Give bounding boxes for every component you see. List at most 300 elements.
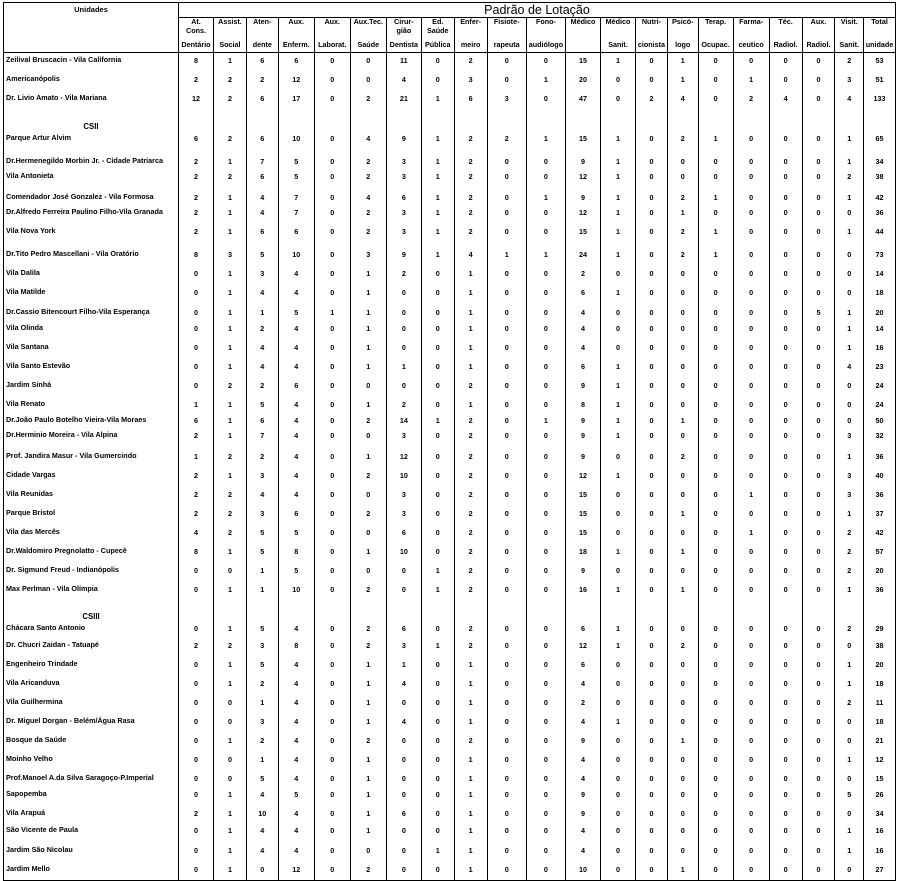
staff-count-cell: 1 <box>601 378 636 397</box>
staff-count-cell: 0 <box>487 506 526 525</box>
staff-count-cell: 0 <box>526 676 565 695</box>
staff-count-cell: 0 <box>667 397 698 413</box>
table-row <box>4 638 896 657</box>
staff-count-cell: 0 <box>314 621 350 638</box>
staff-count-cell: 0 <box>802 506 835 525</box>
staff-count-cell: 0 <box>487 695 526 714</box>
staff-count-cell: 0 <box>667 771 698 787</box>
staff-count-cell: 2 <box>350 621 386 638</box>
staff-count-cell: 15 <box>566 525 601 544</box>
staff-count-cell: 14 <box>386 413 421 428</box>
staff-count-cell: 15 <box>566 487 601 506</box>
staff-count-cell: 9 <box>566 378 601 397</box>
table-row <box>4 582 896 601</box>
staff-count-cell: 0 <box>350 843 386 862</box>
column-header <box>698 18 733 53</box>
staff-count-cell: 0 <box>733 340 769 359</box>
column-header <box>526 18 565 53</box>
staff-count-cell: 6 <box>566 359 601 378</box>
column-header-line1: Aux.Tec. <box>353 17 384 26</box>
staff-count-cell: 0 <box>802 621 835 638</box>
staff-count-cell: 2 <box>246 321 278 340</box>
staff-count-cell: 4 <box>566 714 601 733</box>
column-header <box>566 18 601 53</box>
staff-count-cell: 0 <box>835 771 864 787</box>
unit-total-cell: 18 <box>864 714 896 733</box>
staff-count-cell: 0 <box>698 657 733 676</box>
staff-count-cell: 0 <box>802 787 835 806</box>
staff-count-cell: 0 <box>601 695 636 714</box>
table-row <box>4 506 896 525</box>
staff-count-cell: 2 <box>350 733 386 752</box>
staff-count-cell: 0 <box>802 544 835 563</box>
staff-count-cell: 0 <box>698 169 733 190</box>
staff-count-cell: 0 <box>769 862 802 881</box>
staff-count-cell: 3 <box>246 506 278 525</box>
staff-count-cell: 0 <box>667 321 698 340</box>
staff-count-cell: 1 <box>601 638 636 657</box>
staff-count-cell: 4 <box>278 428 314 449</box>
staff-count-cell: 0 <box>179 752 214 771</box>
staff-count-cell: 4 <box>278 285 314 305</box>
staff-count-cell: 1 <box>214 205 247 224</box>
staff-count-cell: 0 <box>802 397 835 413</box>
staff-count-cell: 0 <box>421 752 454 771</box>
staff-count-cell: 0 <box>526 695 565 714</box>
staff-count-cell: 1 <box>601 131 636 154</box>
staff-count-cell: 1 <box>667 506 698 525</box>
staff-count-cell: 1 <box>386 657 421 676</box>
staff-count-cell: 2 <box>179 806 214 823</box>
staff-count-cell: 1 <box>835 657 864 676</box>
staff-count-cell: 1 <box>454 823 487 843</box>
column-header-line1: Fisiote- <box>493 17 520 26</box>
staff-count-cell: 1 <box>454 285 487 305</box>
staff-count-cell: 2 <box>214 91 247 115</box>
staff-count-cell: 4 <box>278 397 314 413</box>
staff-count-cell: 2 <box>179 487 214 506</box>
staff-count-cell: 0 <box>698 413 733 428</box>
staff-count-cell: 4 <box>350 190 386 205</box>
staff-count-cell: 11 <box>386 53 421 72</box>
staff-count-cell: 1 <box>214 806 247 823</box>
staff-count-cell: 0 <box>601 340 636 359</box>
staff-count-cell: 0 <box>350 72 386 91</box>
staff-count-cell: 0 <box>179 862 214 881</box>
staff-count-cell: 4 <box>278 733 314 752</box>
staff-count-cell: 0 <box>636 205 668 224</box>
unit-total-cell: 16 <box>864 823 896 843</box>
staff-count-cell: 0 <box>733 544 769 563</box>
staff-count-cell: 0 <box>386 862 421 881</box>
table-row <box>4 190 896 205</box>
unit-total-cell: 36 <box>864 205 896 224</box>
unidades-header: Unidades <box>4 3 179 53</box>
staff-count-cell: 0 <box>636 487 668 506</box>
table-row <box>4 359 896 378</box>
column-header-line1: Total <box>871 17 888 26</box>
staff-count-cell: 0 <box>487 154 526 169</box>
staff-count-cell: 2 <box>835 621 864 638</box>
staff-count-cell: 1 <box>601 53 636 72</box>
staff-count-cell: 0 <box>698 695 733 714</box>
column-header-line2: Social <box>219 40 241 50</box>
column-header <box>386 18 421 53</box>
staff-count-cell: 1 <box>421 247 454 266</box>
staff-count-cell: 3 <box>835 468 864 487</box>
section-label: CSII <box>4 115 179 131</box>
staff-count-cell: 0 <box>601 787 636 806</box>
staff-count-cell: 0 <box>421 397 454 413</box>
staff-count-cell: 2 <box>835 563 864 582</box>
staff-count-cell: 47 <box>566 91 601 115</box>
staff-count-cell: 0 <box>769 487 802 506</box>
staff-count-cell: 0 <box>698 359 733 378</box>
table-row <box>4 468 896 487</box>
staff-count-cell: 2 <box>835 544 864 563</box>
staff-count-cell: 0 <box>179 321 214 340</box>
staff-count-cell: 2 <box>350 468 386 487</box>
staff-count-cell: 0 <box>667 676 698 695</box>
staff-count-cell: 0 <box>487 487 526 506</box>
staff-count-cell: 1 <box>835 582 864 601</box>
staff-count-cell: 9 <box>386 131 421 154</box>
table-row <box>4 224 896 247</box>
column-header <box>278 18 314 53</box>
table-row <box>4 91 896 115</box>
staff-count-cell: 6 <box>566 285 601 305</box>
column-header <box>246 18 278 53</box>
unit-total-cell: 16 <box>864 340 896 359</box>
staff-count-cell: 2 <box>179 428 214 449</box>
staff-count-cell: 2 <box>350 205 386 224</box>
staff-count-cell: 0 <box>636 413 668 428</box>
staff-count-cell: 0 <box>421 428 454 449</box>
column-header <box>487 18 526 53</box>
staff-count-cell: 4 <box>278 676 314 695</box>
staff-count-cell: 0 <box>314 823 350 843</box>
table-row <box>4 544 896 563</box>
staff-count-cell: 3 <box>386 154 421 169</box>
staff-count-cell: 0 <box>636 378 668 397</box>
staff-count-cell: 1 <box>214 823 247 843</box>
column-header-line2: Dentista <box>389 40 418 50</box>
staff-count-cell: 0 <box>487 359 526 378</box>
staff-count-cell: 0 <box>698 771 733 787</box>
staffing-table-document <box>3 2 896 872</box>
staff-count-cell: 1 <box>214 621 247 638</box>
staff-count-cell: 4 <box>246 359 278 378</box>
staff-count-cell: 3 <box>386 169 421 190</box>
staff-count-cell: 4 <box>278 487 314 506</box>
staff-count-cell: 0 <box>636 506 668 525</box>
staff-count-cell: 0 <box>214 771 247 787</box>
staff-count-cell: 1 <box>667 205 698 224</box>
staff-count-cell: 0 <box>835 638 864 657</box>
staff-count-cell: 1 <box>698 224 733 247</box>
staff-count-cell: 1 <box>214 224 247 247</box>
unit-name: Vila Guilhermina <box>4 695 179 714</box>
staff-count-cell: 3 <box>386 205 421 224</box>
staff-count-cell: 0 <box>314 657 350 676</box>
staff-count-cell: 0 <box>487 413 526 428</box>
blank-cell <box>636 601 668 621</box>
staff-count-cell: 3 <box>246 468 278 487</box>
unit-total-cell: 73 <box>864 247 896 266</box>
staff-count-cell: 0 <box>421 468 454 487</box>
staff-count-cell: 6 <box>454 91 487 115</box>
blank-cell <box>698 115 733 131</box>
staff-count-cell: 2 <box>386 266 421 285</box>
column-header-line1: Cirur- gião <box>394 17 414 35</box>
staff-count-cell: 2 <box>636 91 668 115</box>
staff-count-cell: 0 <box>179 714 214 733</box>
staff-count-cell: 0 <box>802 752 835 771</box>
staff-count-cell: 1 <box>350 285 386 305</box>
table-row <box>4 487 896 506</box>
blank-cell <box>179 115 214 131</box>
staff-count-cell: 0 <box>769 525 802 544</box>
staff-count-cell: 1 <box>733 525 769 544</box>
unit-total-cell: 42 <box>864 190 896 205</box>
staff-count-cell: 0 <box>769 638 802 657</box>
staff-count-cell: 0 <box>769 428 802 449</box>
staff-count-cell: 2 <box>214 487 247 506</box>
staff-count-cell: 1 <box>214 359 247 378</box>
table-row <box>4 53 896 72</box>
staff-count-cell: 1 <box>667 413 698 428</box>
unit-total-cell: 15 <box>864 771 896 787</box>
staff-count-cell: 1 <box>835 321 864 340</box>
unit-total-cell: 29 <box>864 621 896 638</box>
staff-count-cell: 0 <box>802 378 835 397</box>
staff-count-cell: 0 <box>667 823 698 843</box>
staff-count-cell: 0 <box>667 752 698 771</box>
staff-count-cell: 1 <box>421 205 454 224</box>
staff-count-cell: 0 <box>667 621 698 638</box>
staff-count-cell: 0 <box>421 487 454 506</box>
staff-count-cell: 1 <box>835 843 864 862</box>
staff-count-cell: 4 <box>769 91 802 115</box>
staff-count-cell: 1 <box>454 359 487 378</box>
section-label: CSIII <box>4 601 179 621</box>
staff-count-cell: 2 <box>350 862 386 881</box>
staff-count-cell: 0 <box>526 714 565 733</box>
staff-count-cell: 1 <box>454 787 487 806</box>
staff-count-cell: 0 <box>733 449 769 468</box>
staff-count-cell: 12 <box>566 205 601 224</box>
staff-count-cell: 0 <box>636 449 668 468</box>
unit-total-cell: 24 <box>864 397 896 413</box>
staff-count-cell: 0 <box>698 563 733 582</box>
staff-count-cell: 0 <box>526 638 565 657</box>
staff-count-cell: 0 <box>526 205 565 224</box>
staff-count-cell: 2 <box>454 190 487 205</box>
staff-count-cell: 0 <box>733 806 769 823</box>
staff-count-cell: 1 <box>421 224 454 247</box>
staff-count-cell: 0 <box>601 862 636 881</box>
staff-count-cell: 4 <box>386 72 421 91</box>
staff-count-cell: 0 <box>386 695 421 714</box>
staff-count-cell: 1 <box>214 190 247 205</box>
staff-count-cell: 4 <box>278 266 314 285</box>
staff-count-cell: 0 <box>733 53 769 72</box>
column-header-line1: Enfer- <box>460 17 482 26</box>
staff-count-cell: 0 <box>526 53 565 72</box>
staff-count-cell: 2 <box>454 169 487 190</box>
staff-count-cell: 0 <box>733 621 769 638</box>
staff-count-cell: 4 <box>386 676 421 695</box>
table-row <box>4 413 896 428</box>
staff-count-cell: 1 <box>526 72 565 91</box>
blank-cell <box>864 115 896 131</box>
table-row <box>4 563 896 582</box>
blank-cell <box>636 115 668 131</box>
staff-count-cell: 0 <box>769 359 802 378</box>
staff-count-cell: 0 <box>179 340 214 359</box>
staff-count-cell: 0 <box>698 506 733 525</box>
staff-count-cell: 1 <box>421 131 454 154</box>
unit-name: Dr. Miguel Dorgan - Belém/Água Rasa <box>4 714 179 733</box>
staff-count-cell: 0 <box>802 657 835 676</box>
staff-count-cell: 0 <box>698 378 733 397</box>
staff-count-cell: 0 <box>636 131 668 154</box>
staff-count-cell: 4 <box>278 752 314 771</box>
blank-cell <box>454 115 487 131</box>
unit-total-cell: 50 <box>864 413 896 428</box>
staff-count-cell: 1 <box>526 413 565 428</box>
staff-count-cell: 0 <box>769 53 802 72</box>
staff-count-cell: 0 <box>526 340 565 359</box>
blank-cell <box>835 601 864 621</box>
staff-count-cell: 3 <box>386 428 421 449</box>
staff-count-cell: 0 <box>667 378 698 397</box>
staff-count-cell: 1 <box>350 714 386 733</box>
staff-count-cell: 0 <box>802 582 835 601</box>
staff-count-cell: 0 <box>667 305 698 321</box>
staff-count-cell: 0 <box>314 468 350 487</box>
staff-count-cell: 0 <box>526 621 565 638</box>
staff-count-cell: 2 <box>835 53 864 72</box>
staff-count-cell: 2 <box>667 247 698 266</box>
staff-count-cell: 1 <box>350 752 386 771</box>
staff-count-cell: 0 <box>487 733 526 752</box>
staff-count-cell: 0 <box>769 285 802 305</box>
table-row <box>4 154 896 169</box>
staff-count-cell: 1 <box>421 190 454 205</box>
blank-cell <box>246 115 278 131</box>
column-header-line1: Aux. <box>810 17 827 26</box>
staff-count-cell: 0 <box>769 843 802 862</box>
staff-count-cell: 0 <box>601 321 636 340</box>
unit-total-cell: 53 <box>864 53 896 72</box>
staff-count-cell: 1 <box>350 806 386 823</box>
staff-count-cell: 8 <box>278 544 314 563</box>
staff-count-cell: 0 <box>214 752 247 771</box>
staff-count-cell: 0 <box>698 544 733 563</box>
staff-count-cell: 1 <box>526 190 565 205</box>
staff-count-cell: 0 <box>179 621 214 638</box>
staff-count-cell: 12 <box>278 862 314 881</box>
staff-count-cell: 0 <box>667 563 698 582</box>
staff-count-cell: 1 <box>733 487 769 506</box>
staff-count-cell: 4 <box>278 340 314 359</box>
staff-count-cell: 1 <box>454 843 487 862</box>
staff-count-cell: 4 <box>179 525 214 544</box>
staff-count-cell: 0 <box>314 771 350 787</box>
staff-count-cell: 0 <box>802 823 835 843</box>
staff-count-cell: 1 <box>454 862 487 881</box>
staff-count-cell: 1 <box>454 714 487 733</box>
staff-count-cell: 0 <box>636 544 668 563</box>
staff-count-cell: 1 <box>601 714 636 733</box>
staff-count-cell: 1 <box>601 224 636 247</box>
unit-total-cell: 38 <box>864 169 896 190</box>
staff-count-cell: 0 <box>314 72 350 91</box>
staff-count-cell: 0 <box>769 449 802 468</box>
staff-count-cell: 18 <box>566 544 601 563</box>
blank-cell <box>487 115 526 131</box>
staff-count-cell: 0 <box>769 563 802 582</box>
staff-count-cell: 0 <box>314 449 350 468</box>
staff-count-cell: 0 <box>733 733 769 752</box>
staff-count-cell: 0 <box>487 771 526 787</box>
staff-count-cell: 2 <box>350 154 386 169</box>
staff-count-cell: 0 <box>526 378 565 397</box>
staff-count-cell: 0 <box>667 806 698 823</box>
staff-count-cell: 1 <box>214 468 247 487</box>
blank-cell <box>566 601 601 621</box>
section-header-row <box>4 601 896 621</box>
staff-count-cell: 0 <box>636 154 668 169</box>
staff-count-cell: 4 <box>835 91 864 115</box>
staff-count-cell: 0 <box>601 506 636 525</box>
staff-count-cell: 4 <box>278 359 314 378</box>
staff-count-cell: 0 <box>698 468 733 487</box>
staff-count-cell: 0 <box>733 359 769 378</box>
unit-name: Vila Olinda <box>4 321 179 340</box>
staff-count-cell: 0 <box>526 823 565 843</box>
column-header-line1: Aten- <box>253 17 272 26</box>
staff-count-cell: 0 <box>802 413 835 428</box>
staff-count-cell: 0 <box>487 305 526 321</box>
staff-count-cell: 0 <box>636 563 668 582</box>
staff-count-cell: 0 <box>636 621 668 638</box>
table-row <box>4 428 896 449</box>
staff-count-cell: 0 <box>636 340 668 359</box>
staff-count-cell: 6 <box>278 506 314 525</box>
staff-count-cell: 1 <box>667 582 698 601</box>
staff-count-cell: 0 <box>733 205 769 224</box>
staff-count-cell: 8 <box>179 53 214 72</box>
staff-count-cell: 0 <box>314 397 350 413</box>
column-header-line1: Téc. <box>778 17 793 26</box>
staff-count-cell: 0 <box>601 266 636 285</box>
staff-count-cell: 0 <box>769 771 802 787</box>
table-row <box>4 378 896 397</box>
staff-count-cell: 12 <box>386 449 421 468</box>
staff-count-cell: 6 <box>179 413 214 428</box>
staff-count-cell: 0 <box>769 787 802 806</box>
staff-count-cell: 0 <box>733 657 769 676</box>
staff-count-cell: 1 <box>698 247 733 266</box>
unit-name: Bosque da Saúde <box>4 733 179 752</box>
staff-count-cell: 1 <box>350 266 386 285</box>
staff-count-cell: 0 <box>487 169 526 190</box>
staff-count-cell: 0 <box>179 378 214 397</box>
staff-count-cell: 0 <box>487 428 526 449</box>
staff-count-cell: 1 <box>350 544 386 563</box>
